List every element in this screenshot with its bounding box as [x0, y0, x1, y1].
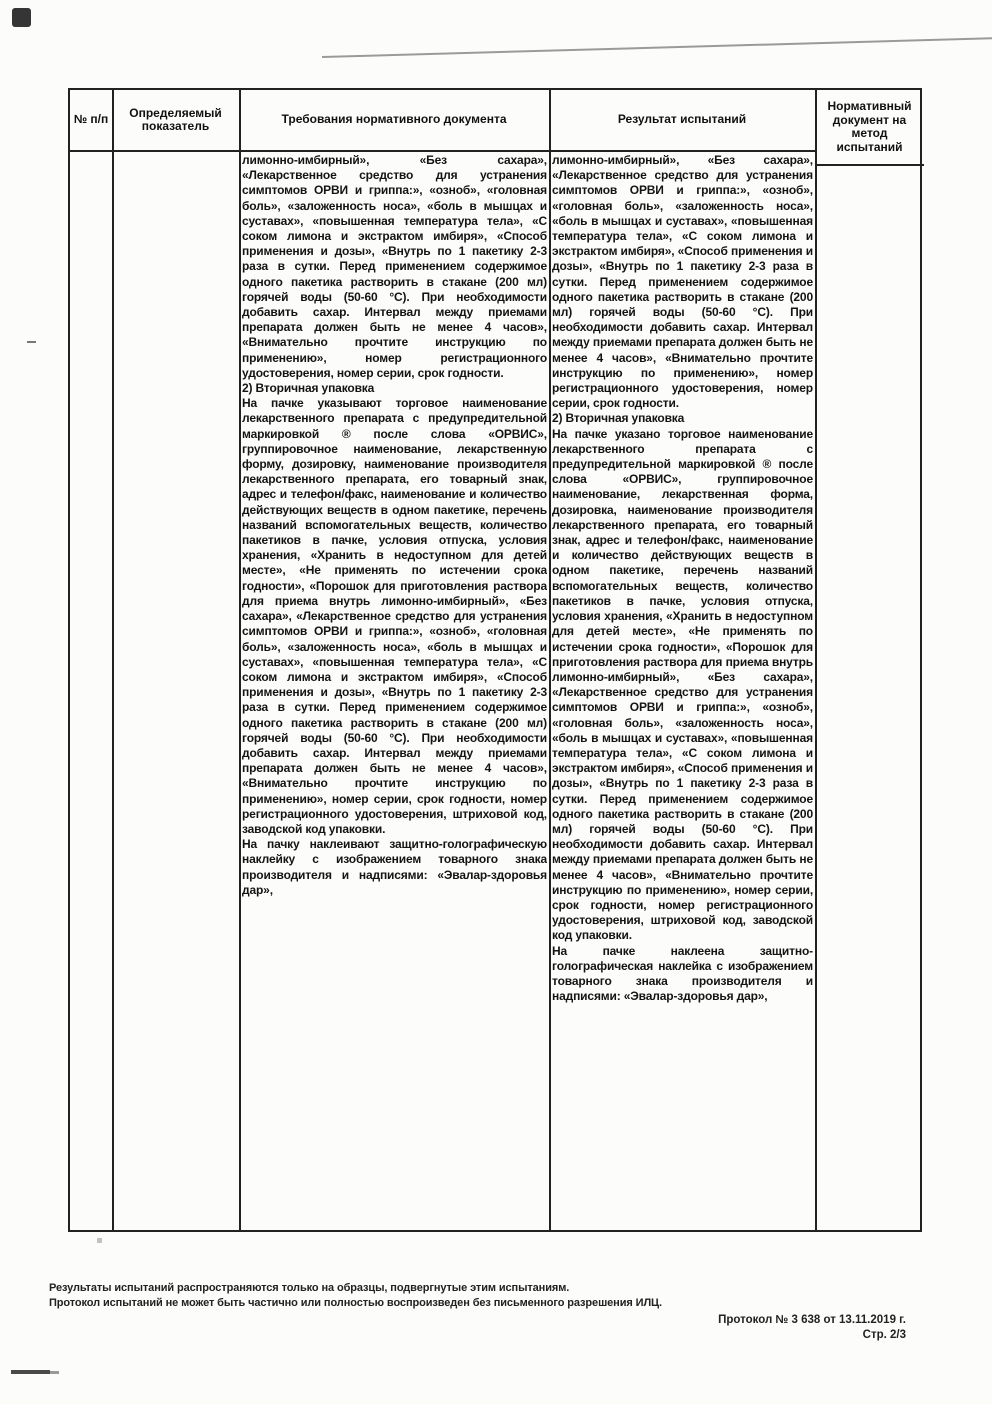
scan-artifact-corner-mark — [12, 8, 31, 27]
table-column-divider — [239, 90, 241, 1230]
column-header-result: Результат испытаний — [617, 112, 747, 127]
scan-artifact-top-edge-line — [322, 37, 992, 57]
table-column-divider — [112, 90, 114, 1230]
table-header-divider-last-col — [815, 164, 924, 166]
results-cell-text — [552, 153, 813, 1225]
scan-artifact-left-dash — [27, 341, 36, 343]
results-paragraph-4: На пачке наклеена защитно-голографическая наклейка с изображением товарного знака производителя и надписями: «Эвалар-здоровья дар», — [552, 943, 813, 1004]
requirements-paragraph-3: На пачке указывают торговое наименование лекарственного препарата с предупредительной маркировкой ® после слова «ОРВИС», группировочное наименование, лекарственную форму, дозировку, наименование производителя лекарственного препарата, его товарный знак, адрес и телефон/факс, наименование и количество действующих веществ в одном пакетике, перечень названий вспомогательных веществ, количество пакетиков в пачке, условия отпуска, условия хранения, «Хранить в недоступном для детей месте», «Не применять по истечении срока годности», «Порошок для приготовления раствора для приема внутрь лимонно-имбирный», «Без сахара», «Лекарственное средство для устранения симптомов ОРВИ и гриппа:», «озноб», «головная боль», «заложенность носа», «боль в мышцах и суставах», «повышенная температура тела», «С соком лимона и экстрактом имбиря», «Способ применения и дозы», «Внутрь по 1 пакетику 2-3 раза в сутки. Перед применением содержимое одного пакетика растворить в стакане (200 мл) горячей воды (50-60 °С). При необходимости добавить сахар. Интервал между приемами препарата должен быть не менее 4 часов», «Внимательно прочтите инструкцию по применению», номер серии, срок годности, номер регистрационного удостоверения, штриховой код, заводской код упаковки. — [242, 396, 547, 836]
scan-artifact-bottom-bar — [11, 1370, 50, 1374]
protocol-number-and-date: Протокол № 3 638 от 13.11.2019 г. — [718, 1314, 906, 1326]
requirements-paragraph-1: лимонно-имбирный», «Без сахара», «Лекарственное средство для устранения симптомов ОРВИ и гриппа:», «озноб», «головная боль», «заложенность носа», «боль в мышцах и суставах», «повышенная температура тела», «С соком лимона и экстрактом имбиря», «Способ применения и дозы», «Внутрь по 1 пакетику 2-3 раза в сутки. Перед применением содержимое одного пакетика растворить в стакане (200 мл) горячей воды (50-60 °С). При необходимости добавить сахар. Интервал между приемами препарата должен быть не менее 4 часов», «Внимательно прочтите инструкцию по применению», номер регистрационного удостоверения, номер серии, срок годности. — [242, 153, 547, 380]
footer-note-samples: Результаты испытаний распространяются только на образцы, подвергнутые этим испытаниям. — [49, 1282, 570, 1294]
scan-artifact-dot — [97, 1238, 102, 1243]
requirements-paragraph-4: На пачку наклеивают защитно-голографическую наклейку с изображением товарного знака производителя и надписями: «Эвалар-здоровья дар», — [242, 837, 547, 897]
table-column-divider — [815, 90, 817, 1230]
table-column-divider — [549, 90, 551, 1230]
column-header-number: № п/п — [73, 112, 109, 127]
results-paragraph-3: На пачке указано торговое наименование лекарственного препарата с предупредительной маркировкой ® после слова «ОРВИС», группировочное наименование, лекарственная форма, дозировка, наименование производителя лекарственного препарата, его товарный знак, адрес и телефон/факс, наименование и количество действующих веществ в одном пакетике, перечень названий вспомогательных веществ, количество пакетиков в пачке, условия отпуска, условия хранения, «Хранить в недоступном для детей месте», «Не применять по истечении срока годности», «Порошок для приготовления раствора для приема внутрь лимонно-имбирный», «Без сахара», «Лекарственное средство для устранения симптомов ОРВИ и гриппа:», «озноб», «головная боль», «заложенность носа», «боль в мышцах и суставах», «повышенная температура тела», «С соком лимона и экстрактом имбиря», «Способ применения и дозы», «Внутрь по 1 пакетику 2-3 раза в сутки. Перед применением содержимое одного пакетика растворить в стакане (200 мл) горячей воды (50-60 °С). При необходимости добавить сахар. Интервал между приемами препарата должен быть не менее 4 часов», «Внимательно прочтите инструкцию по применению», номер серии, срок годности, номер регистрационного удостоверения, штриховой код, заводской код упаковки. — [552, 426, 813, 943]
footer-note-reproduction: Протокол испытаний не может быть частично или полностью воспроизведен без письменного разрешения ИЛЦ. — [49, 1297, 662, 1309]
test-results-table — [68, 88, 922, 1232]
column-header-normative-document: Нормативный документ на метод испытаний — [827, 99, 912, 154]
column-header-requirements: Требования нормативного документа — [281, 112, 507, 127]
column-header-parameter: Определяемый показатель — [129, 105, 222, 133]
results-paragraph-2: 2) Вторичная упаковка — [552, 411, 685, 426]
results-paragraph-1: лимонно-имбирный», «Без сахара», «Лекарственное средство для устранения симптомов ОРВИ и гриппа:», «озноб», «головная боль», «заложенность носа», «боль в мышцах и суставах», «повышенная температура тела», «С соком лимона и экстрактом имбиря», «Способ применения и дозы», «Внутрь по 1 пакетику 2-3 раза в сутки. Перед применением содержимое одного пакетика растворить в стакане (200 мл) горячей воды (50-60 °С). При необходимости добавить сахар. Интервал между приемами препарата должен быть не менее 4 часов», «Внимательно прочтите инструкцию по применению», номер регистрационного удостоверения, номер серии, срок годности. — [552, 153, 813, 411]
requirements-paragraph-2: 2) Вторичная упаковка — [242, 381, 375, 396]
scan-artifact-bottom-bar-tail — [50, 1371, 59, 1374]
table-header-divider — [70, 150, 815, 152]
page-number: Стр. 2/3 — [862, 1329, 906, 1341]
requirements-cell-text — [242, 153, 547, 1225]
